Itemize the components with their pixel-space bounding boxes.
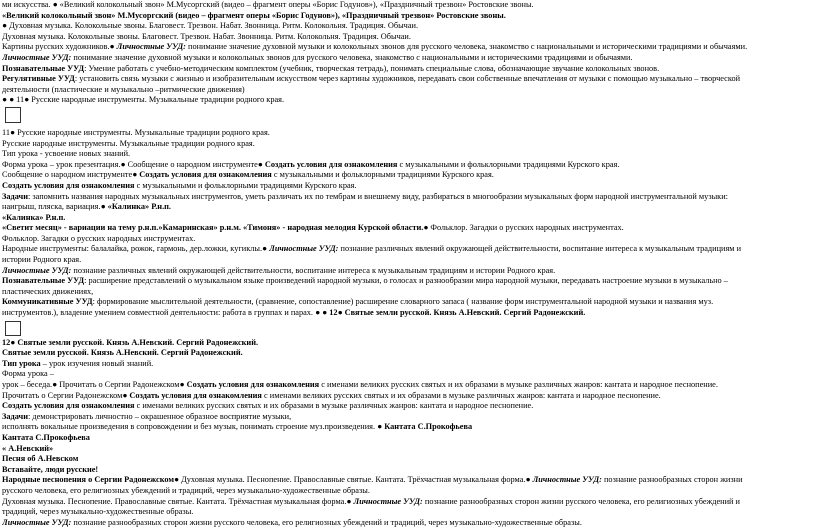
bold-text-run: Вставайте, люди русские! bbox=[2, 464, 99, 474]
text-run: урок – беседа.● Прочитать о Сергии Радонежском● bbox=[2, 380, 187, 389]
text-run: познание разнообразных сторон жизни русского человека, его религиозных убеждений и традиций, через музыкально-художественные образы. bbox=[71, 517, 582, 527]
text-run: понимание значение духовной музыки и колокольных звонов для русского человека, знакомство с национальными и историческими традициями и обычаями. bbox=[71, 52, 633, 62]
text-run: ми искусства. ● «Великий колокольный звон» М.Мусоргский (видео – фрагмент оперы «Борис Годунов»), «Праздничный трезвон» Ростовские звоны. bbox=[2, 0, 534, 9]
text-line bbox=[2, 518, 814, 528]
text-run: ● Фольклор. Загадки о русских народных инструментах. bbox=[423, 223, 624, 233]
text-line bbox=[2, 486, 814, 497]
bold-text-run: «Калинка» Р.н.п. bbox=[2, 212, 66, 222]
bold-text-run: Личностные УУД: bbox=[353, 496, 423, 506]
text-line bbox=[2, 11, 814, 22]
text-run: ● 11● Русские народные инструменты. Музыкальные традиции родного края. bbox=[7, 95, 285, 105]
bold-text-run: Создать условия для ознакомления bbox=[264, 159, 398, 169]
bold-text-run: Песня об А.Невском bbox=[2, 454, 79, 464]
bold-text-run: « А.Невский» bbox=[2, 443, 54, 453]
text-line bbox=[2, 149, 814, 160]
text-line bbox=[2, 0, 814, 11]
text-run: традиций, через музыкально-художественные образы. bbox=[2, 507, 194, 517]
bold-text-run: Создать условия для ознакомления bbox=[2, 401, 135, 411]
text-run: Духовная музыка. Колокольные звоны. Благовест. Трезвон. Набат. Звонница. Ритм. Колокольня. Традиция. Обычаи. bbox=[2, 31, 411, 41]
text-line bbox=[2, 53, 814, 64]
bold-text-run: Личностные УУД: bbox=[116, 42, 186, 52]
bold-text-run: Задачи bbox=[2, 191, 29, 201]
text-run: : установить связь музыки с жизнью и изобразительным искусством через картины художников, передавать свои собственные впечатления от музыки с помощью музыкально – творческой bbox=[74, 74, 741, 84]
text-run: : формирование мыслительной деятельности, (сравнение, сопоставление) расширение словарного запаса ( название форм инструментальной народной музыки и названия муз. bbox=[92, 297, 714, 307]
text-run: деятельности (пластические и музыкально –ритмические движения) bbox=[2, 84, 245, 94]
text-run: Форма урока – урок презентация.● Сообщение о народном инструменте● bbox=[2, 159, 265, 169]
bold-text-run: Познавательные УУД bbox=[2, 276, 85, 286]
text-line bbox=[2, 297, 814, 308]
text-line bbox=[2, 85, 814, 96]
bold-text-run: Народные песнопения о Сергии Радонежском● bbox=[2, 475, 182, 485]
text-run: с музыкальными и фольклорными традициями Курского края. bbox=[271, 170, 494, 180]
bold-text-run: Святые земли русской. Князь А.Невский. Сергий Радонежский. bbox=[2, 348, 243, 358]
text-line bbox=[2, 308, 814, 319]
text-line bbox=[2, 192, 814, 203]
text-line bbox=[2, 213, 814, 224]
bold-text-run: Личностные УУД: bbox=[2, 52, 72, 62]
text-line bbox=[2, 170, 814, 181]
text-run: : демонстрировать личностно – окрашенное образное восприятие музыки, bbox=[28, 411, 292, 421]
text-line bbox=[2, 276, 814, 287]
text-line bbox=[2, 128, 814, 139]
text-line bbox=[2, 21, 814, 32]
text-run: Духовная музыка. Песнопение. Православные святые. Кантата. Трёхчастная музыкальная форма.● bbox=[181, 475, 533, 485]
bold-text-run: Личностные УУД: bbox=[2, 265, 72, 275]
text-run: инструментов.), владение умением совместной деятельности: работа в группах и парах. ● ● bbox=[2, 308, 330, 318]
text-line bbox=[2, 391, 814, 402]
bold-text-run: Создать условия для ознакомления bbox=[186, 380, 320, 389]
bold-text-run: Создать условия для ознакомления bbox=[139, 170, 272, 180]
text-line bbox=[2, 401, 814, 412]
text-run: с именами великих русских святых и их образами в музыке различных жанров: кантата и народное песнопение. bbox=[261, 390, 661, 400]
text-line bbox=[2, 234, 814, 245]
image-placeholder-box bbox=[5, 107, 21, 123]
text-line bbox=[2, 32, 814, 43]
text-run: Русские народные инструменты. Музыкальные традиции родного края. bbox=[2, 138, 255, 148]
text-run: 11● Русские народные инструменты. Музыкальные традиции родного края. bbox=[2, 127, 270, 137]
text-line bbox=[2, 497, 814, 508]
bold-text-run: Задачи bbox=[2, 411, 29, 421]
bold-text-run: Тип урока bbox=[2, 358, 41, 368]
bold-text-run: 12● Святые земли русской. Князь А.Невский. Сергий Радонежский. bbox=[2, 337, 259, 347]
bold-text-run: Личностные УУД: bbox=[2, 517, 72, 527]
text-run: Народные инструменты: балалайка, рожок, гармонь, дер.ложки, кугиклы.● bbox=[2, 244, 270, 254]
text-run: Форма урока – bbox=[2, 369, 54, 379]
text-run: : Умение работать с учебно-методическим комплектом (учебник, творческая тетрадь), понимать специальные слова, обозначающие звучание колокольных звонов. bbox=[84, 63, 660, 73]
text-run: исполнять вокальные произведения в сопровождении и без музык, понимать строение муз.произведения. ● bbox=[2, 422, 385, 432]
text-run: русского человека, его религиозных убеждений и традиций, через музыкально-художественные образы. bbox=[2, 485, 370, 495]
text-run: познание различных явлений окружающей действительности, воспитание интереса к музыкальным традициям и bbox=[338, 244, 742, 254]
text-run: Фольклор. Загадки о русских народных инструментах. bbox=[2, 233, 196, 243]
text-line bbox=[2, 433, 814, 444]
text-run: истории Родного края. bbox=[2, 255, 82, 265]
text-line bbox=[2, 202, 814, 213]
image-placeholder-box bbox=[5, 321, 21, 336]
text-line bbox=[2, 454, 814, 465]
text-run: Картины русских художников.● bbox=[2, 42, 117, 52]
text-run: познание различных явлений окружающей действительности, воспитание интереса к музыкальным традициям и истории Родного края. bbox=[71, 265, 556, 275]
bold-text-run: «Великий колокольный звон» М.Мусоргский (видео – фрагмент оперы «Борис Годунов»), «Праздничный трезвон» Ростовские звоны. bbox=[2, 10, 506, 20]
text-line bbox=[2, 348, 814, 359]
text-run: познание разнообразных сторон жизни русского человека, его религиозных убеждений и bbox=[422, 496, 740, 506]
text-line bbox=[2, 64, 814, 75]
text-line bbox=[2, 507, 814, 518]
text-run: ● Духовная музыка. Колокольные звоны. Благовест. Трезвон. Набат. Звонница. Ритм. Колокольня. Традиция. Обычаи. bbox=[2, 21, 419, 31]
bold-text-run: Кантата С.Прокофьева bbox=[2, 432, 90, 442]
text-line bbox=[2, 444, 814, 455]
text-run: пластических движениях, bbox=[2, 286, 94, 296]
text-run: с музыкальными и фольклорными традициями Курского края. bbox=[397, 159, 620, 169]
text-line bbox=[2, 380, 814, 391]
text-run: с именами великих русских святых и их образами в музыке различных жанров: кантата и народное песнопение. bbox=[134, 401, 534, 411]
text-run: Сообщение о народном инструменте● bbox=[2, 170, 140, 180]
text-line bbox=[2, 160, 814, 171]
text-run: : расширение представлений о музыкальном языке произведений народной музыки, о голосах и разнообразии мира народной музыки, передавать настроение музыки в музыкально – bbox=[84, 276, 728, 286]
text-run: с именами великих русских святых и их образами в музыке различных жанров: кантата и народное песнопение. bbox=[319, 380, 718, 389]
bold-text-run: «Светит месяц» - вариации на тему р.н.п.»Камаринская» р.н.м. «Тимоня» - народная мелодия Курской области. bbox=[2, 223, 424, 233]
text-line bbox=[2, 359, 814, 370]
text-line bbox=[2, 42, 814, 53]
text-line bbox=[2, 422, 814, 433]
text-run: с музыкальными и фольклорными традициями Курского края. bbox=[134, 180, 357, 190]
text-run: понимание значение духовной музыки и колокольных звонов для русского человека, знакомство с национальными и историческими традициями и обычаями. bbox=[185, 42, 748, 52]
text-line bbox=[2, 223, 814, 234]
text-line bbox=[2, 412, 814, 423]
bold-text-run: Личностные УУД: bbox=[269, 244, 339, 254]
text-line bbox=[2, 465, 814, 476]
text-run: познание разнообразных сторон жизни bbox=[601, 475, 743, 485]
bold-text-run: Создать условия для ознакомления bbox=[2, 180, 135, 190]
bold-text-run: Кантата С.Прокофьева bbox=[384, 422, 473, 432]
bold-text-run: Познавательные УУД bbox=[2, 63, 85, 73]
text-line bbox=[2, 74, 814, 85]
text-run: Прочитать о Сергии Радонежском● bbox=[2, 390, 130, 400]
text-line bbox=[2, 287, 814, 298]
text-line bbox=[2, 255, 814, 266]
text-run: Тип урока - усвоение новых знаний. bbox=[2, 149, 131, 159]
text-line bbox=[2, 181, 814, 192]
text-run: Духовная музыка. Песнопение. Православные святые. Кантата. Трёхчастная музыкальная форма.● bbox=[2, 496, 354, 506]
text-line bbox=[2, 369, 814, 380]
text-run: наигрыш, пляска, вариация.● bbox=[2, 202, 108, 212]
text-line bbox=[2, 266, 814, 277]
bold-text-run: Регулятивные УУД bbox=[2, 74, 75, 84]
text-line bbox=[2, 95, 814, 106]
text-run: – урок изучения новый знаний. bbox=[40, 358, 154, 368]
bold-text-run: 12● Святые земли русской. Князь А.Невский. Сергий Радонежский. bbox=[329, 308, 586, 318]
bold-text-run: «Калинка» Р.н.п. bbox=[107, 202, 172, 212]
text-line bbox=[2, 244, 814, 255]
text-run: : запомнить названия народных музыкальных инструментов, уметь различать их по тембрам и внешнему виду, разбираться в многообразии музыкальных форм народной инструментальной музыки: bbox=[28, 191, 728, 201]
text-line bbox=[2, 338, 814, 349]
text-line bbox=[2, 139, 814, 150]
bold-text-run: ● bbox=[2, 95, 8, 105]
text-line bbox=[2, 475, 814, 486]
bold-text-run: Личностные УУД: bbox=[532, 475, 602, 485]
bold-text-run: Создать условия для ознакомления bbox=[129, 390, 262, 400]
bold-text-run: Коммуникативные УУД bbox=[2, 297, 93, 307]
